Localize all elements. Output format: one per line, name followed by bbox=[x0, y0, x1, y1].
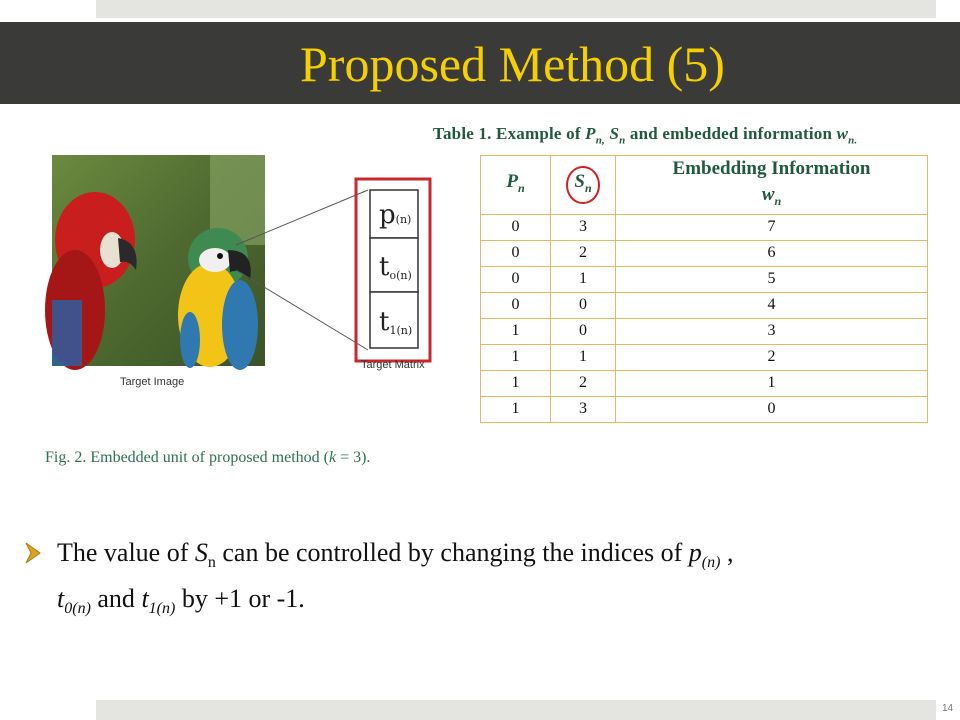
cell-sn: 0 bbox=[551, 292, 616, 318]
cell-pn: 0 bbox=[481, 266, 551, 292]
table-row bbox=[481, 370, 928, 396]
cell-pn: 0 bbox=[481, 214, 551, 240]
matrix-cell-t1: t1(n) bbox=[379, 307, 413, 337]
bullet-text: The value of $S_n$ can be controlled by changing the indices of $p_{(n)}$ , $t_{0(n)}$ and $t_{1(n)}$ by +1 or -1. bbox=[57, 538, 734, 618]
table-caption: Table 1. Example of $P_{n,}$ $S_n$ and embedded information $w_{n.}$ bbox=[433, 124, 858, 147]
cell-pn: 1 bbox=[481, 396, 551, 422]
cell-sn: 3 bbox=[551, 396, 616, 422]
cell-sn: 1 bbox=[551, 266, 616, 292]
table-row bbox=[481, 318, 928, 344]
embedding-table bbox=[480, 155, 928, 423]
header-pn: $P_n$ bbox=[481, 156, 551, 215]
arrow-bullet-icon bbox=[24, 535, 42, 571]
cell-wn: 7 bbox=[616, 214, 928, 240]
header-sn bbox=[551, 156, 616, 215]
cell-pn: 1 bbox=[481, 344, 551, 370]
cell-wn: 2 bbox=[616, 344, 928, 370]
figure-illustration bbox=[40, 150, 480, 450]
cell-sn: 3 bbox=[551, 214, 616, 240]
target-matrix bbox=[356, 179, 430, 361]
bottom-decor-strip bbox=[96, 700, 936, 720]
top-decor-strip bbox=[96, 0, 936, 18]
cell-sn: 1 bbox=[551, 344, 616, 370]
target-image-label: Target Image bbox=[120, 376, 185, 388]
page-number: 14 bbox=[942, 703, 954, 714]
slide-title: Proposed Method (5) bbox=[300, 36, 725, 92]
cell-pn: 0 bbox=[481, 240, 551, 266]
table-row bbox=[481, 266, 928, 292]
target-image bbox=[45, 155, 265, 370]
cell-sn: 0 bbox=[551, 318, 616, 344]
table-row bbox=[481, 396, 928, 422]
table-row bbox=[481, 240, 928, 266]
table-row bbox=[481, 344, 928, 370]
table-header-row bbox=[481, 156, 928, 215]
cell-sn: 2 bbox=[551, 370, 616, 396]
cell-wn: 4 bbox=[616, 292, 928, 318]
cell-wn: 1 bbox=[616, 370, 928, 396]
target-matrix-label: Target Matrix bbox=[361, 359, 425, 371]
cell-pn: 0 bbox=[481, 292, 551, 318]
header-wn: Embedding Information $w_n$ bbox=[616, 156, 928, 215]
cell-sn: 2 bbox=[551, 240, 616, 266]
matrix-cell-t0: to(n) bbox=[379, 252, 412, 282]
cell-wn: 5 bbox=[616, 266, 928, 292]
cell-wn: 0 bbox=[616, 396, 928, 422]
table-row bbox=[481, 292, 928, 318]
table-row bbox=[481, 214, 928, 240]
matrix-cell-p: p(n) bbox=[379, 200, 412, 230]
cell-wn: 6 bbox=[616, 240, 928, 266]
cell-wn: 3 bbox=[616, 318, 928, 344]
figure-embedded-unit bbox=[40, 150, 480, 450]
figure-caption: Fig. 2. Embedded unit of proposed method (k = 3). bbox=[45, 449, 371, 466]
cell-pn: 1 bbox=[481, 370, 551, 396]
cell-pn: 1 bbox=[481, 318, 551, 344]
sn-highlight-circle: $S_n$ bbox=[566, 166, 599, 204]
